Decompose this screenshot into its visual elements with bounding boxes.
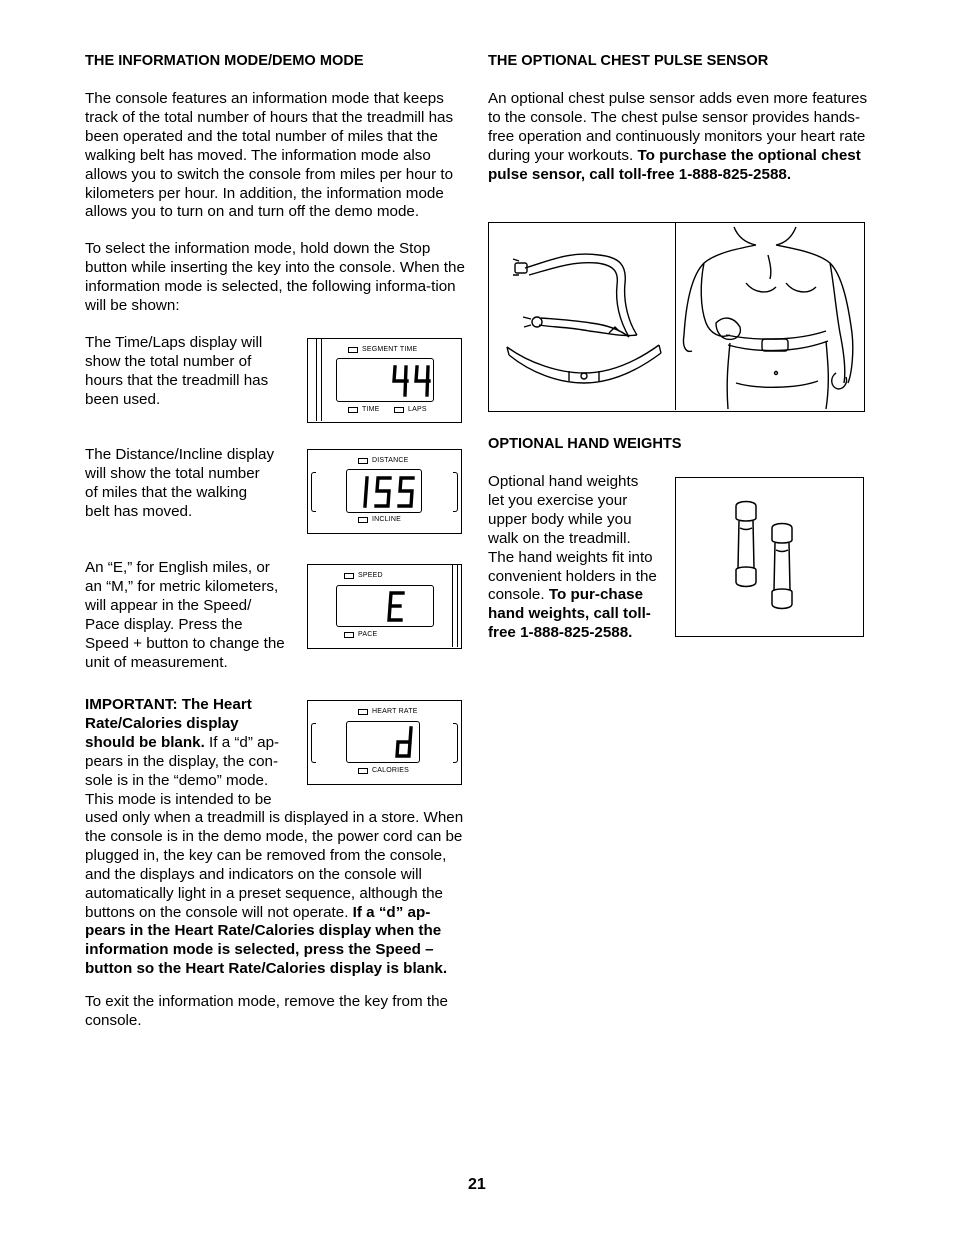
chest-sensor-text: An optional chest pulse sensor adds even more features to the console. The chest pulse sensor provides hands-free operation and continuously monitors your heart rate during your workouts. (488, 90, 868, 164)
heart-rate-label: HEART RATE (372, 708, 418, 715)
chest-sensor-purchase-text: To purchase the optional chest pulse sensor, call toll-free 1-888-825-2588. (488, 146, 861, 183)
dumbbells-image (676, 478, 862, 635)
time-laps-description: The Time/Laps display will show the total number of hours that the treadmill has been used. (85, 334, 269, 408)
person-wearing-sensor-image (676, 223, 865, 410)
section-heading-information-mode: THE INFORMATION MODE/DEMO MODE (85, 53, 364, 69)
distance-digits (347, 470, 421, 512)
chest-sensor-paragraph (488, 90, 870, 185)
section-heading-hand-weights: OPTIONAL HAND WEIGHTS (488, 436, 682, 452)
time-laps-digits (337, 359, 433, 401)
speed-lcd (336, 585, 434, 627)
time-laps-lcd (336, 358, 434, 402)
heart-rate-calories-display-panel (307, 700, 462, 785)
info-mode-paragraph-2: To select the information mode, hold down the Stop button while inserting the key into the console. When the information mode is selected, the following informa-tion will be shown: (85, 240, 465, 314)
distance-incline-description: The Distance/Incline display will show the total number of miles that the walking belt has moved. (85, 446, 275, 520)
time-laps-display-panel (307, 338, 462, 423)
page-number: 21 (468, 1176, 486, 1193)
speed-label: SPEED (358, 572, 383, 579)
section-heading-chest-pulse-sensor: THE OPTIONAL CHEST PULSE SENSOR (488, 53, 769, 69)
heart-rate-digits (347, 722, 419, 762)
hand-weights-paragraph (488, 473, 658, 643)
exit-info-mode-paragraph: To exit the information mode, remove the key from the console. (85, 993, 448, 1029)
speed-pace-description: An “E,” for English miles, or an “M,” for metric kilometers, will appear in the Speed/ Pace display. Press the Speed + button to change the unit of measurement. (85, 559, 285, 671)
important-rest-text: If a “d” ap-pears in the display, the con-sole is in the “demo” mode. This mode is intended to be (85, 733, 280, 808)
distance-incline-display-panel (307, 449, 462, 534)
heart-rate-lcd (346, 721, 420, 763)
segment-time-label: SEGMENT TIME (362, 346, 418, 353)
distance-lcd (346, 469, 422, 513)
calories-label: CALORIES (372, 767, 409, 774)
chest-strap-image (489, 223, 675, 410)
hand-weights-text: Optional hand weights let you exercise your upper body while you walk on the treadmill. The hand weights fit into convenient holders in the console. (488, 473, 657, 604)
incline-label: INCLINE (372, 516, 402, 523)
heart-rate-important-note (85, 696, 290, 809)
info-mode-paragraph-1: The console features an information mode that keeps track of the total number of hours that the treadmill has been operated and the total number of miles that the walking belt has moved. The information mode also allows you to switch the console from miles per hour to kilometers per hour. In addition, the information mode allows you to turn on and turn off the demo mode. (85, 90, 454, 221)
distance-label: DISTANCE (372, 457, 409, 464)
chest-pulse-sensor-illustration (488, 222, 865, 412)
demo-mode-text: used only when a treadmill is displayed in a store. When the console is in the demo mode, the power cord can be plugged in, the key can be removed from the console, and the displays and indicators on the console will automatically light in a preset sequence, although the buttons on the console will not operate. (85, 809, 464, 921)
speed-pace-display-panel (307, 564, 462, 649)
hand-weights-illustration (675, 477, 864, 637)
demo-mode-paragraph (85, 809, 467, 979)
speed-digits (337, 586, 433, 626)
important-bold-text: IMPORTANT: The Heart Rate/Calories display should be blank. (85, 696, 252, 751)
laps-label: LAPS (408, 406, 427, 413)
demo-mode-bold-text: If a “d” ap-pears in the Heart Rate/Calories display when the information mode is selected, press the Speed – button so the Heart Rate/Calories display is blank. (85, 903, 448, 978)
pace-label: PACE (358, 631, 378, 638)
hand-weights-purchase-text: To pur-chase hand weights, call toll-free 1-888-825-2588. (488, 586, 651, 642)
time-label: TIME (362, 406, 380, 413)
